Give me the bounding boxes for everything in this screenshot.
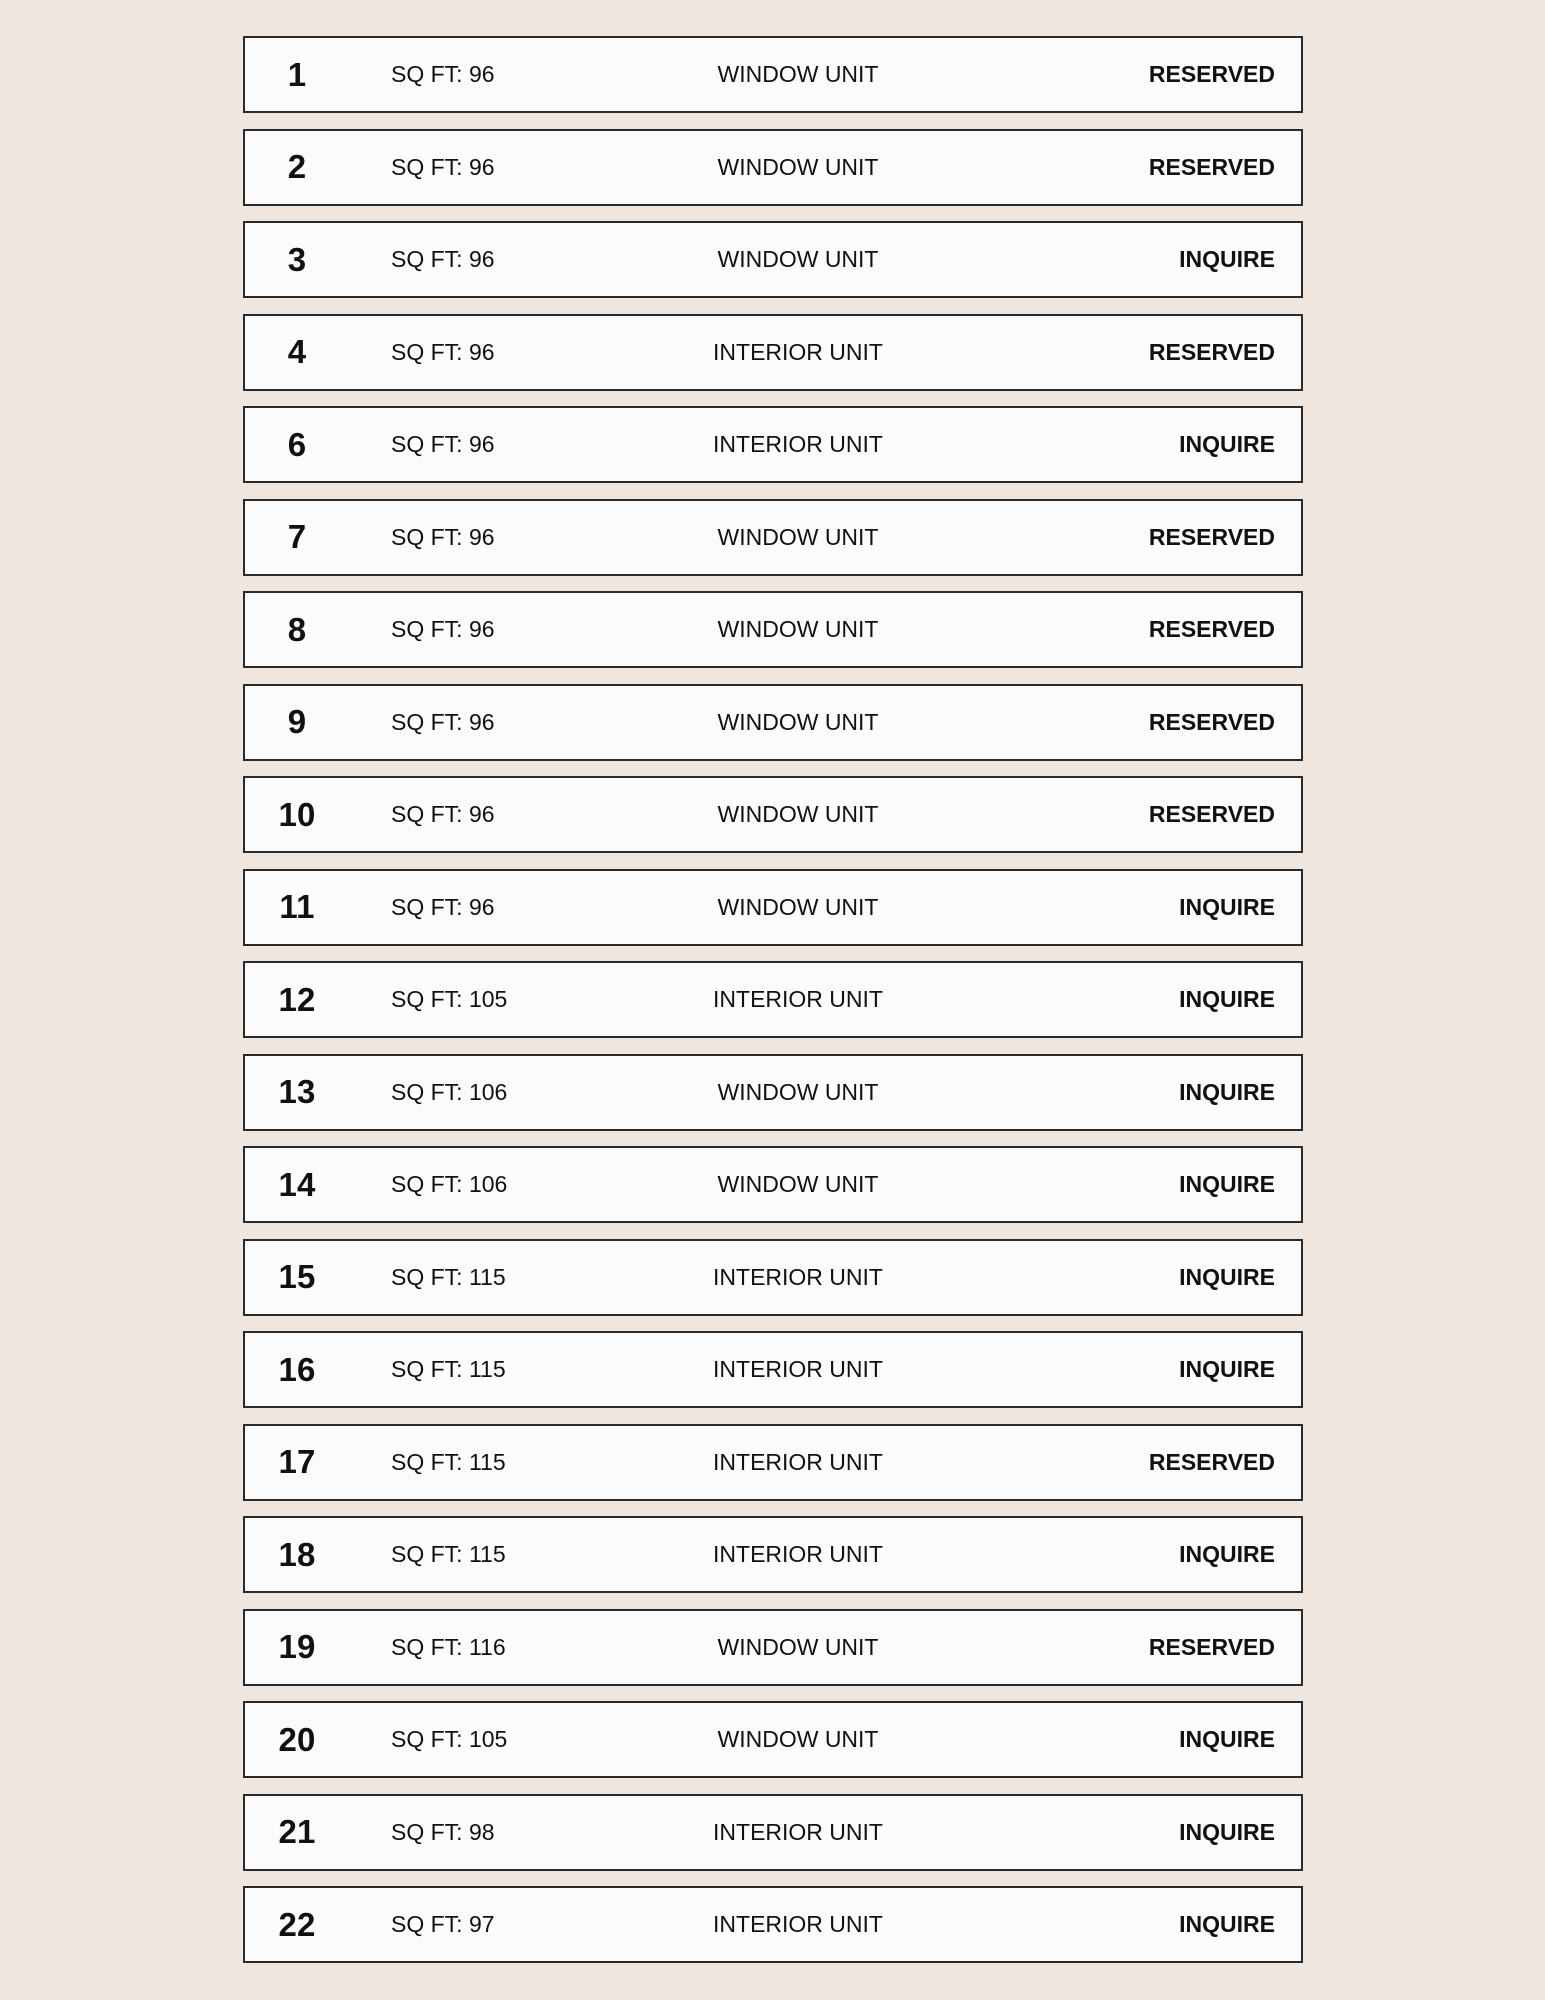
unit-status[interactable]: INQUIRE [1179,1726,1275,1752]
unit-type: INTERIOR UNIT [713,1263,883,1290]
unit-type: INTERIOR UNIT [713,1356,883,1382]
unit-number: 4 [287,333,307,370]
unit-row-18[interactable] [243,1516,1303,1593]
unit-type: INTERIOR UNIT [713,338,883,365]
unit-status[interactable]: INQUIRE [1179,1818,1275,1845]
unit-number: 22 [278,1905,316,1943]
unit-sqft: SQ FT: 105 [391,986,508,1012]
unit-type: INTERIOR UNIT [713,1448,883,1475]
unit-status[interactable]: INQUIRE [1179,1541,1275,1567]
unit-status[interactable]: RESERVED [1148,616,1275,642]
unit-row-15[interactable] [243,1239,1303,1316]
unit-number: 7 [287,518,307,555]
unit-number: 14 [278,1165,316,1203]
unit-row-7[interactable] [243,499,1303,576]
unit-sqft: SQ FT: 106 [391,1171,508,1197]
unit-number: 17 [278,1443,316,1480]
unit-sqft: SQ FT: 115 [391,1356,506,1382]
unit-type: INTERIOR UNIT [713,1541,883,1567]
unit-status[interactable]: INQUIRE [1179,1911,1275,1937]
unit-row-13[interactable] [243,1054,1303,1131]
unit-type: WINDOW UNIT [717,893,879,920]
unit-sqft: SQ FT: 96 [391,893,495,920]
unit-number: 20 [278,1720,316,1758]
unit-row-9[interactable] [243,684,1303,761]
unit-type: WINDOW UNIT [717,708,879,735]
unit-sqft: SQ FT: 98 [391,1818,495,1845]
unit-number: 19 [278,1628,316,1665]
unit-number: 1 [287,55,307,93]
unit-row-11[interactable] [243,869,1303,946]
unit-sqft: SQ FT: 115 [391,1263,506,1290]
unit-type: INTERIOR UNIT [713,431,883,457]
unit-sqft: SQ FT: 115 [391,1448,506,1475]
unit-type: WINDOW UNIT [717,1171,879,1197]
unit-type: INTERIOR UNIT [713,1911,883,1937]
unit-status[interactable]: INQUIRE [1179,1171,1275,1197]
unit-type: WINDOW UNIT [717,1633,879,1660]
unit-sqft: SQ FT: 96 [391,431,495,457]
unit-status[interactable]: RESERVED [1148,708,1275,735]
unit-sqft: SQ FT: 96 [391,61,495,87]
unit-status[interactable]: RESERVED [1148,1633,1275,1660]
unit-number: 2 [287,148,307,185]
unit-row-1[interactable] [243,36,1303,113]
unit-number: 12 [278,980,316,1018]
unit-row-10[interactable] [243,776,1303,853]
unit-sqft: SQ FT: 96 [391,153,495,180]
unit-row-2[interactable] [243,129,1303,206]
unit-row-17[interactable] [243,1424,1303,1501]
unit-status[interactable]: RESERVED [1148,61,1275,87]
unit-sqft: SQ FT: 96 [391,708,495,735]
unit-number: 21 [278,1813,316,1850]
unit-number: 18 [278,1535,316,1573]
unit-number: 13 [278,1073,316,1110]
unit-type: WINDOW UNIT [717,153,879,180]
unit-number: 16 [278,1350,316,1388]
unit-type: WINDOW UNIT [717,1726,879,1752]
unit-sqft: SQ FT: 96 [391,523,495,550]
unit-status[interactable]: INQUIRE [1179,1356,1275,1382]
unit-number: 6 [287,425,307,463]
unit-type: WINDOW UNIT [717,616,879,642]
unit-number: 15 [278,1258,316,1295]
unit-sqft: SQ FT: 96 [391,801,495,827]
unit-sqft: SQ FT: 115 [391,1541,506,1567]
unit-status[interactable]: INQUIRE [1179,1078,1275,1105]
unit-row-8[interactable] [243,591,1303,668]
unit-row-16[interactable] [243,1331,1303,1408]
unit-status[interactable]: RESERVED [1148,523,1275,550]
unit-row-6[interactable] [243,406,1303,483]
unit-sqft: SQ FT: 106 [391,1078,508,1105]
unit-row-12[interactable] [243,961,1303,1038]
unit-sqft: SQ FT: 96 [391,616,495,642]
unit-number: 8 [287,610,307,648]
unit-sqft: SQ FT: 105 [391,1726,508,1752]
unit-type: WINDOW UNIT [717,246,879,272]
unit-status[interactable]: RESERVED [1148,153,1275,180]
unit-status[interactable]: INQUIRE [1179,893,1275,920]
unit-row-22[interactable] [243,1886,1303,1963]
unit-type: WINDOW UNIT [717,801,879,827]
unit-row-3[interactable] [243,221,1303,298]
unit-sqft: SQ FT: 96 [391,246,495,272]
unit-number: 10 [278,795,316,833]
unit-type: INTERIOR UNIT [713,1818,883,1845]
unit-number: 9 [287,703,307,740]
unit-status[interactable]: INQUIRE [1179,1263,1275,1290]
unit-type: WINDOW UNIT [717,523,879,550]
unit-status[interactable]: INQUIRE [1179,431,1275,457]
unit-number: 11 [279,888,315,925]
unit-status[interactable]: INQUIRE [1179,246,1275,272]
unit-number: 3 [287,240,307,278]
unit-sqft: SQ FT: 97 [391,1911,495,1937]
unit-sqft: SQ FT: 116 [391,1633,506,1660]
unit-list [243,36,1303,1979]
unit-row-19[interactable] [243,1609,1303,1686]
unit-type: WINDOW UNIT [717,1078,879,1105]
unit-row-4[interactable] [243,314,1303,391]
unit-status[interactable]: INQUIRE [1179,986,1275,1012]
unit-status[interactable]: RESERVED [1148,338,1275,365]
unit-status[interactable]: RESERVED [1148,801,1275,827]
unit-type: INTERIOR UNIT [713,986,883,1012]
unit-row-20[interactable] [243,1701,1303,1778]
unit-type: WINDOW UNIT [717,61,879,87]
unit-status[interactable]: RESERVED [1148,1448,1275,1475]
unit-row-21[interactable] [243,1794,1303,1871]
unit-row-14[interactable] [243,1146,1303,1223]
unit-sqft: SQ FT: 96 [391,338,495,365]
